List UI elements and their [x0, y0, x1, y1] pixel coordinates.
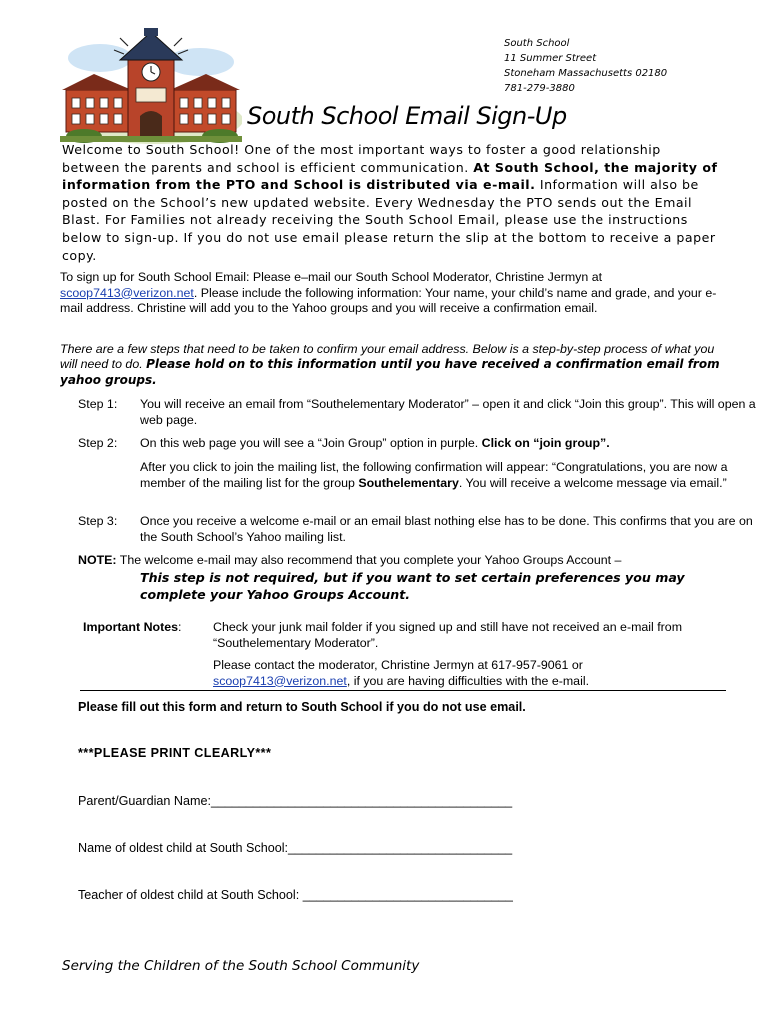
moderator-email-link-2[interactable]: scoop7413@verizon.net	[213, 673, 347, 688]
intro-bold-text: At South School, the majority of information from the PTO and School is distributed via e-mail.	[62, 159, 718, 193]
signup-paragraph	[60, 270, 720, 317]
steps-intro-paragraph	[60, 342, 730, 388]
important-note-2-text: Please contact the moderator, Christine Jermyn at 617-957-9061 or	[213, 658, 583, 672]
teacher-name-field[interactable]: Teacher of oldest child at South School: ______________________________	[78, 888, 513, 902]
step-2-label: Step 2:	[78, 436, 118, 450]
print-clearly-heading: ***PLEASE PRINT CLEARLY***	[78, 746, 272, 760]
moderator-email-link[interactable]: scoop7413@verizon.net	[60, 285, 194, 300]
important-notes-label	[83, 620, 181, 634]
important-label: Important Notes	[83, 620, 178, 634]
footer-slogan: Serving the Children of the South School Community	[62, 958, 420, 974]
note-text: The welcome e-mail may also recommend that you complete your Yahoo Groups Account –	[116, 553, 622, 567]
step-2-confirmation	[140, 460, 760, 491]
school-building-logo	[60, 28, 242, 146]
divider-line	[80, 690, 726, 691]
note-emphasis: This step is not required, but if you want to set certain preferences you may complete your Yahoo Groups Account.	[140, 570, 685, 602]
page-title: South School Email Sign-Up	[247, 102, 567, 130]
address-line: South School	[504, 38, 570, 49]
steps-intro-text: There are a few steps that need to be taken to confirm your email address. Below is a step-by-step process of what you will need to do.	[60, 342, 715, 372]
step-3-text: Once you receive a welcome e-mail or an email blast nothing else has to be done. This confirms that you are on the South School’s Yahoo mailing list.	[140, 514, 753, 544]
address-line: Stoneham Massachusetts 02180	[504, 68, 668, 79]
address-line: 781-279-3880	[504, 83, 575, 94]
note-label: NOTE:	[78, 553, 117, 567]
step-1-text: You will receive an email from “Southelementary Moderator” – open it and click “Join this group”. This will open a web page.	[140, 397, 756, 427]
parent-name-field[interactable]: Parent/Guardian Name:___________________________________________	[78, 794, 513, 808]
signup-text: To sign up for South School Email: Please e–mail our South School Moderator, Christine Jermyn at	[60, 270, 603, 284]
important-note-1: Check your junk mail folder if you signed up and still have not received an e-mail from “Southelementary Moderator”.	[213, 620, 683, 650]
step-2-text-block	[140, 436, 760, 452]
signup-text-2: . Please include the following information: Your name, your child’s name and grade, and your e-mail address. Christine will add you to the Yahoo groups and you will receive a confirmation email.	[60, 285, 717, 316]
step-1-label: Step 1:	[78, 397, 118, 411]
important-note-2-text-b: , if you are having difficulties with the e-mail.	[346, 673, 590, 688]
address-line: 11 Summer Street	[504, 53, 597, 64]
confirmation-text-2: . You will receive a welcome message via email.”	[458, 475, 727, 490]
step-3-label: Step 3:	[78, 514, 118, 528]
step-2-text: On this web page you will see a “Join Group” option in purple.	[140, 436, 482, 450]
intro-text: Welcome to South School! One of the most important ways to foster a good relationship between the parents and school is efficient communication.	[62, 142, 661, 175]
step-2-bold: Click on “join group”.	[481, 436, 610, 450]
steps-intro-bold: Please hold on to this information until you have received a confirmation email from yahoo groups.	[60, 357, 720, 387]
note-paragraph	[78, 553, 758, 569]
important-note-2	[213, 658, 723, 689]
intro-text-2: Information will also be posted on the School’s new updated website. Every Wednesday the PTO sends out the Email Blast. For Families not already receiving the South School Email, please use the instructions below to sign-up. If you do not use email please return the slip at the bottom to receive a paper copy.	[62, 177, 716, 263]
form-instruction: Please fill out this form and return to South School if you do not use email.	[78, 700, 526, 714]
child-name-field[interactable]: Name of oldest child at South School:________________________________	[78, 841, 513, 855]
confirmation-text: After you click to join the mailing list, the following confirmation will appear: “Congratulations, you are now a member of the mailing list for the group	[140, 460, 728, 490]
important-colon: :	[178, 620, 182, 634]
group-name: Southelementary	[358, 475, 459, 490]
school-address	[504, 36, 667, 96]
intro-paragraph	[62, 141, 722, 264]
